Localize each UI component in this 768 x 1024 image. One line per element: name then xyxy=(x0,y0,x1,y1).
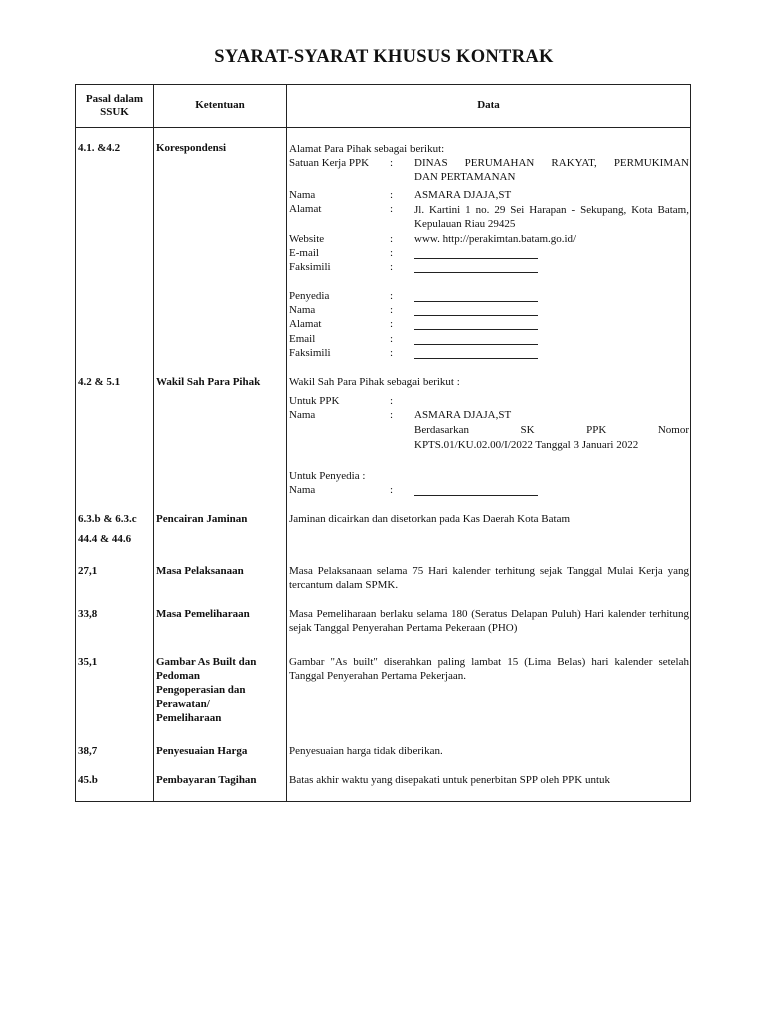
penyedia-label: Penyedia xyxy=(289,290,330,302)
satuan-kerja-label: Satuan Kerja PPK xyxy=(289,157,370,169)
blank-line xyxy=(414,495,538,496)
column-divider xyxy=(286,85,287,801)
untuk-ppk-label: Untuk PPK xyxy=(289,395,340,407)
colon: : xyxy=(390,333,394,345)
nama-label: Nama xyxy=(289,189,316,201)
wakil-nama-value: ASMARA DJAJA,ST xyxy=(414,409,512,421)
satuan-kerja-value-cont: DAN PERTAMANAN xyxy=(414,171,516,183)
ketentuan-asbuilt: Gambar As Built dan xyxy=(156,656,257,668)
website-value: www. http://perakimtan.batam.go.id/ xyxy=(414,233,577,245)
korespondensi-intro: Alamat Para Pihak sebagai berikut: xyxy=(289,143,445,155)
header-pasal: Pasal dalam SSUK xyxy=(85,93,144,118)
wakil-nama-label: Nama xyxy=(289,409,316,421)
jaminan-data: Jaminan dicairkan dan disetorkan pada Kas Daerah Kota Batam xyxy=(289,513,571,525)
asbuilt-data: Gambar "As built" diserahkan paling lambat 15 (Lima Belas) hari kalender setelah Tanggal Penyerahan Pertama Pekerjaan. xyxy=(289,656,689,682)
colon: : xyxy=(390,304,394,316)
colon: : xyxy=(390,189,394,201)
colon: : xyxy=(390,484,394,496)
penyedia-faksimili-label: Faksimili xyxy=(289,347,331,359)
document-title: SYARAT-SYARAT KHUSUS KONTRAK xyxy=(214,47,554,67)
colon: : xyxy=(390,318,394,330)
penyedia-nama-label: Nama xyxy=(289,484,316,496)
colon: : xyxy=(390,157,394,169)
column-divider xyxy=(153,85,154,801)
pasal-tagihan: 45.b xyxy=(78,774,98,786)
sk-reference-cont: KPTS.01/KU.02.00/I/2022 Tanggal 3 Januari 2022 xyxy=(414,439,639,451)
alamat-label: Alamat xyxy=(289,203,322,215)
ketentuan-harga: Penyesuaian Harga xyxy=(156,745,248,757)
ketentuan-tagihan: Pembayaran Tagihan xyxy=(156,774,257,786)
ketentuan-asbuilt-line: Pemeliharaan xyxy=(156,712,222,724)
nama-value: ASMARA DJAJA,ST xyxy=(414,189,512,201)
blank-line xyxy=(414,329,538,330)
blank-line xyxy=(414,301,538,302)
alamat-value: Jl. Kartini 1 no. 29 Sei Harapan - Sekupang, Kota Batam, Kepulauan Riau 29425 xyxy=(414,204,689,230)
colon: : xyxy=(390,409,394,421)
tagihan-data: Batas akhir waktu yang disepakati untuk penerbitan SPP oleh PPK untuk xyxy=(289,774,610,786)
ketentuan-asbuilt-line: Pedoman xyxy=(156,670,200,682)
blank-line xyxy=(414,258,538,259)
blank-line xyxy=(414,344,538,345)
penyedia-nama-label: Nama xyxy=(289,304,316,316)
ketentuan-pemeliharaan: Masa Pemeliharaan xyxy=(156,608,250,620)
pasal-jaminan-2: 44.4 & 44.6 xyxy=(78,533,132,545)
colon: : xyxy=(390,247,394,259)
ketentuan-pelaksanaan: Masa Pelaksanaan xyxy=(156,565,244,577)
blank-line xyxy=(414,272,538,273)
header-divider xyxy=(76,127,690,128)
penyedia-email-label: Email xyxy=(289,333,316,345)
satuan-kerja-value: DINAS PERUMAHAN RAKYAT, PERMUKIMAN xyxy=(414,157,689,169)
ketentuan-asbuilt-line: Perawatan/ xyxy=(156,698,210,710)
pasal-jaminan: 6.3.b & 6.3.c xyxy=(78,513,137,525)
colon: : xyxy=(390,203,394,215)
colon: : xyxy=(390,395,394,407)
header-ketentuan: Ketentuan xyxy=(195,99,245,111)
header-data: Data xyxy=(477,99,500,111)
email-label: E-mail xyxy=(289,247,319,259)
pasal-wakil: 4.2 & 5.1 xyxy=(78,376,121,388)
colon: : xyxy=(390,261,394,273)
untuk-penyedia-label: Untuk Penyedia : xyxy=(289,470,366,482)
wakil-intro: Wakil Sah Para Pihak sebagai berikut : xyxy=(289,376,460,388)
ketentuan-wakil: Wakil Sah Para Pihak xyxy=(156,376,261,388)
pasal-asbuilt: 35,1 xyxy=(78,656,98,668)
colon: : xyxy=(390,347,394,359)
pasal-pelaksanaan: 27,1 xyxy=(78,565,98,577)
blank-line xyxy=(414,315,538,316)
ketentuan-jaminan: Pencairan Jaminan xyxy=(156,513,248,525)
ketentuan-korespondensi: Korespondensi xyxy=(156,142,227,154)
blank-line xyxy=(414,358,538,359)
ketentuan-asbuilt-line: Pengoperasian dan xyxy=(156,684,246,696)
website-label: Website xyxy=(289,233,325,245)
pemeliharaan-data: Masa Pemeliharaan berlaku selama 180 (Seratus Delapan Puluh) Hari kalender terhitung sejak Tanggal Penyerahan Pertama Pekeraan (PHO) xyxy=(289,608,689,634)
faksimili-label: Faksimili xyxy=(289,261,331,273)
pasal-pemeliharaan: 33,8 xyxy=(78,608,98,620)
pasal-korespondensi: 4.1. &4.2 xyxy=(78,142,121,154)
harga-data: Penyesuaian harga tidak diberikan. xyxy=(289,745,443,757)
pelaksanaan-data: Masa Pelaksanaan selama 75 Hari kalender terhitung sejak Tanggal Mulai Kerja yang tercantum dalam SPMK. xyxy=(289,565,689,591)
penyedia-alamat-label: Alamat xyxy=(289,318,322,330)
colon: : xyxy=(390,233,394,245)
pasal-harga: 38,7 xyxy=(78,745,98,757)
contract-table xyxy=(75,84,691,802)
sk-reference: Berdasarkan SK PPK Nomor xyxy=(414,424,689,436)
colon: : xyxy=(390,290,394,302)
